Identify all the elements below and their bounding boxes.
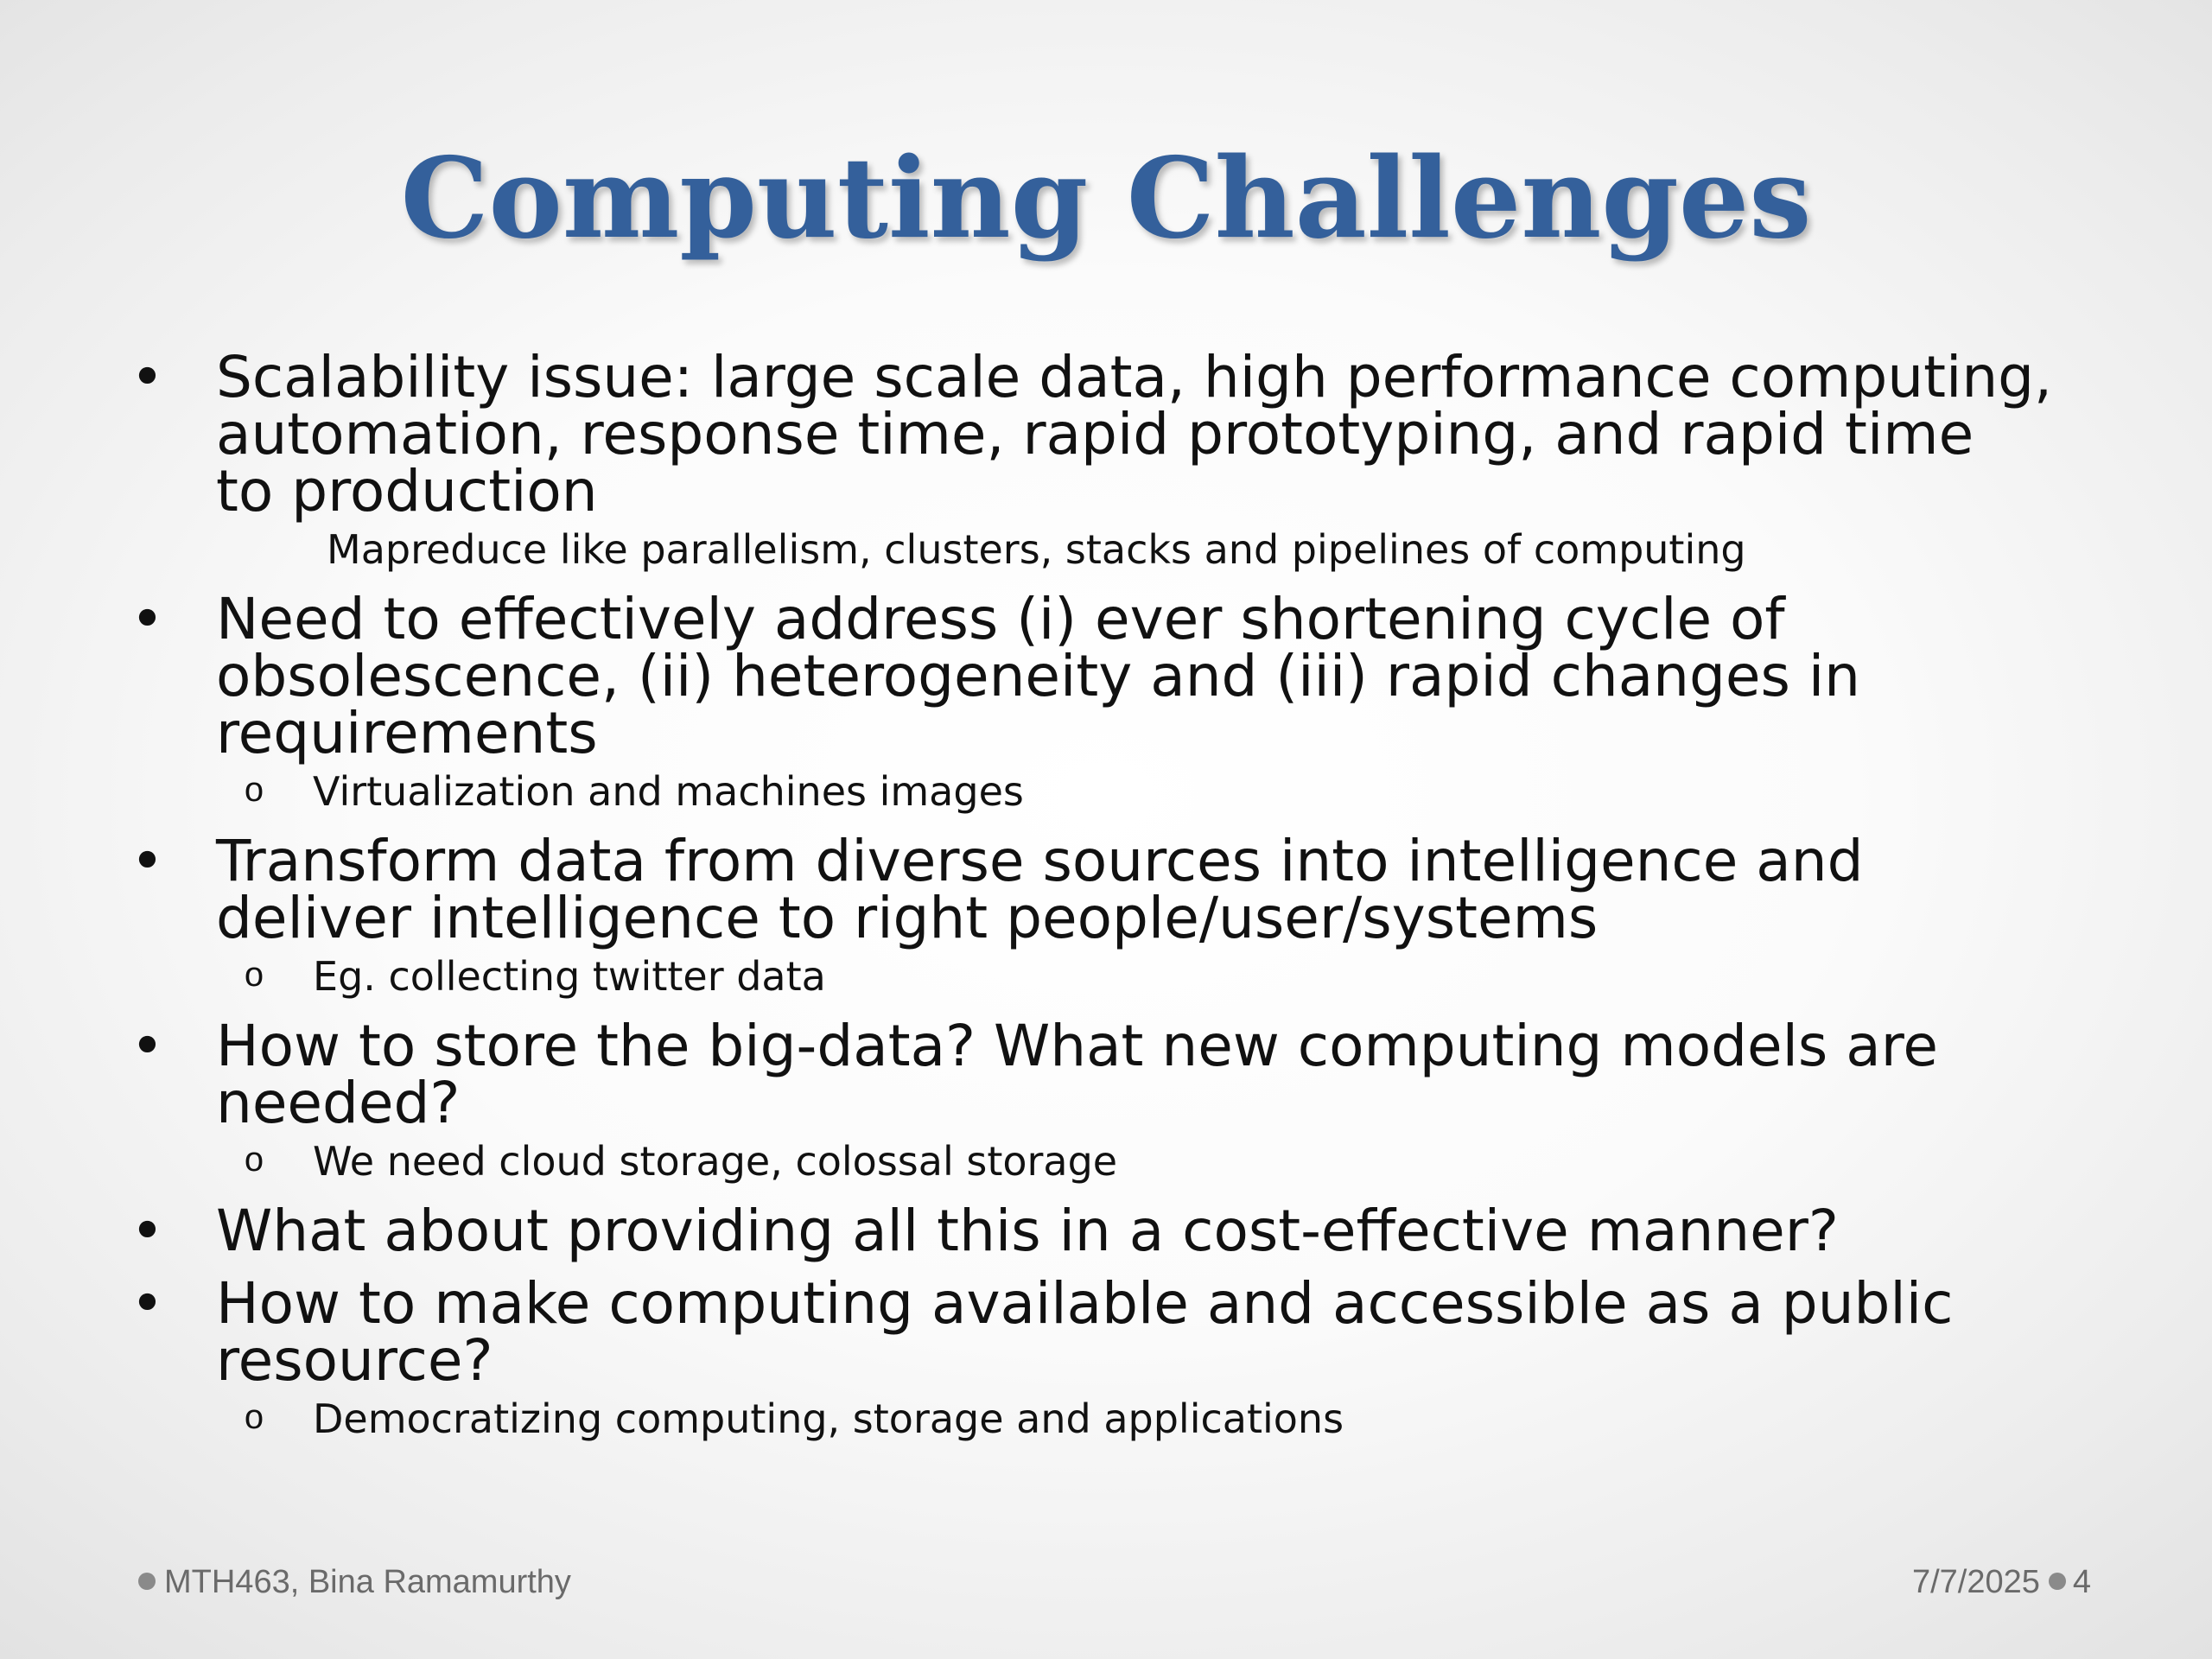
sub-bullet-item [0,767,2212,816]
bullet-list [0,344,2212,1460]
bullet-text-line: automation, response time, rapid prototyping, and rapid time [216,401,1974,467]
bullet-item [0,344,2212,524]
bullet-item [0,828,2212,951]
sub-bullet-text: Virtualization and machines images [313,768,1024,815]
sub-bullet-text: Democratizing computing, storage and applications [313,1395,1344,1442]
bullet-marker: • [130,828,164,894]
sub-bullet-marker: o [244,773,265,812]
sub-bullet-marker: o [244,958,265,997]
bullet-marker: • [130,586,164,652]
bullet-item [0,1013,2212,1136]
bullet-text-line: Transform data from diverse sources into intelligence and [216,828,1864,894]
sub-bullet-text: Mapreduce like parallelism, clusters, stacks and pipelines of computing [327,526,1746,573]
footer-date: 7/7/2025 [1911,1564,2040,1600]
sub-bullet-marker: o [244,1143,265,1182]
footer-left [138,1560,571,1604]
footer-course-author: MTH463, Bina Ramamurthy [164,1564,571,1600]
bullet-text-line: requirements [216,700,598,766]
bullet-text-line: resource? [216,1327,493,1394]
sub-bullet-item [0,1137,2212,1185]
bullet-item [0,1270,2212,1394]
bullet-text-line: obsolescence, (ii) heterogeneity and (iii) rapid changes in [216,643,1861,709]
bullet-text-line: How to make computing available and accessible as a public [216,1270,1954,1337]
footer-dot-icon [2049,1573,2066,1590]
bullet-text-line: Need to effectively address (i) ever shortening cycle of [216,586,1785,652]
bullet-text-line: to production [216,458,598,524]
sub-bullet-text: Eg. collecting twitter data [313,953,826,1000]
bullet-item [0,586,2212,766]
sub-bullet-text: We need cloud storage, colossal storage [313,1138,1118,1185]
bullet-text-line: Scalability issue: large scale data, high performance computing, [216,344,2053,410]
bullet-text-line: needed? [216,1070,461,1136]
sub-bullet-item [0,952,2212,1001]
sub-bullet-marker: o [244,1401,265,1440]
sub-bullet-item [0,1395,2212,1443]
footer-dot-icon [138,1573,156,1590]
bullet-marker: • [130,1198,164,1264]
footer-right [1912,1560,2091,1604]
bullet-marker: • [130,344,164,410]
bullet-marker: • [130,1270,164,1337]
bullet-text-line: What about providing all this in a cost-effective manner? [216,1198,1839,1264]
slide-number: 4 [2072,1564,2091,1600]
sub-bullet-item [0,525,2212,574]
bullet-item [0,1198,2212,1264]
bullet-marker: • [130,1013,164,1079]
bullet-text-line: deliver intelligence to right people/user/systems [216,885,1599,951]
slide-title: Computing Challenges [400,134,1812,264]
bullet-text-line: How to store the big-data? What new computing models are [216,1013,1939,1079]
